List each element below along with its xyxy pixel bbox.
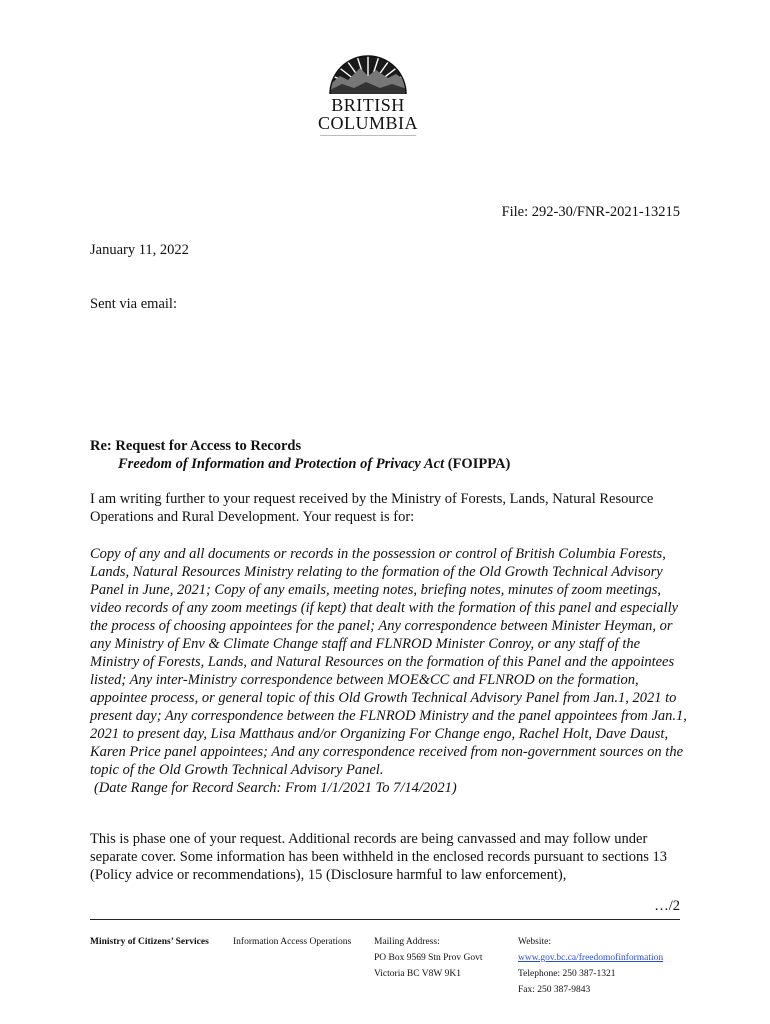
- logo-underline: [320, 135, 416, 136]
- letter-date: January 11, 2022: [90, 242, 189, 258]
- subject-block: [90, 437, 510, 473]
- footer-mailing-label: Mailing Address:: [374, 937, 440, 947]
- subject-act-line: [90, 455, 510, 473]
- footer-website-label: Website:: [518, 937, 552, 947]
- footer-ministry-name: Ministry of Citizens’ Services: [90, 937, 209, 947]
- continued-page-marker: …/2: [654, 898, 680, 914]
- phase-paragraph: This is phase one of your request. Additional records are being canvassed and may follow under separate cover. Some information has been withheld in the enclosed records pursuant to sections 13 (Policy advice or recommendations), 15 (Disclosure harmful to law enforcement),: [90, 831, 668, 883]
- footer-telephone: Telephone: 250 387-1321: [518, 969, 616, 979]
- footer-divider: [90, 919, 680, 920]
- footer-fax: Fax: 250 387-9843: [518, 985, 591, 995]
- logo-text-columbia: COLUMBIA: [317, 113, 418, 133]
- footer-mailing-line1: PO Box 9569 Stn Prov Govt: [374, 953, 483, 963]
- footer-contact: [518, 934, 663, 998]
- act-name: Freedom of Information and Protection of Privacy Act: [118, 456, 445, 472]
- footer-branch-name: Information Access Operations: [233, 937, 352, 947]
- footer-mailing-address: [374, 934, 482, 982]
- request-quote: [90, 545, 692, 797]
- file-reference: File: 292-30/FNR-2021-13215: [501, 204, 680, 220]
- bc-government-logo: [312, 44, 424, 148]
- footer-website-link[interactable]: www.gov.bc.ca/freedomofinformation: [518, 953, 664, 963]
- act-abbreviation: (FOIPPA): [444, 456, 511, 472]
- date-range: (Date Range for Record Search: From 1/1/2021 To 7/14/2021): [94, 780, 457, 796]
- logo-text-british: BRITISH: [331, 95, 405, 115]
- footer-mailing-line2: Victoria BC V8W 9K1: [374, 969, 461, 979]
- bc-sun-mountain-emblem: [326, 44, 410, 96]
- request-text: Copy of any and all documents or records in the possession or control of British Columbia Forests, Lands, Natural Resources Ministry relating to the formation of the Old Growth Technical Advisory Panel in June, 2021; Copy of any emails, meeting notes, briefing notes, minutes of zoom meetings, video records of any zoom meetings (if kept) that dealt with the formation of this panel and especially the process of choosing appointees for the panel; Any correspondence between Minister Heyman, or any Ministry of Env & Climate Change staff and FLNROD Minister Conroy, or any staff of the Ministry of Forests, Lands, and Natural Resources on the formation of this Panel and the appointees listed; Any inter-Ministry correspondence between MOE&CC and FLNROD on the formation, appointee process, or general topic of this Old Growth Technical Advisory Panel from Jan.1, 2021 to present day; Any correspondence between the FLNROD Ministry and the panel appointees from Jan.1, 2021 to present day, Lisa Matthaus and/or Organizing For Change engo, Rachel Holt, Dave Daust, Karen Price panel appointees; And any correspondence received from non-government sources on the topic of the Old Growth Technical Advisory Panel.: [90, 546, 687, 778]
- footer-ministry: [90, 934, 209, 950]
- intro-paragraph: I am writing further to your request received by the Ministry of Forests, Lands, Natural Resource Operations and Rural Development. Your request is for:: [90, 491, 654, 525]
- footer-branch: [233, 934, 351, 950]
- sent-via-line: Sent via email:: [90, 296, 177, 312]
- subject-line: Re: Request for Access to Records: [90, 438, 302, 454]
